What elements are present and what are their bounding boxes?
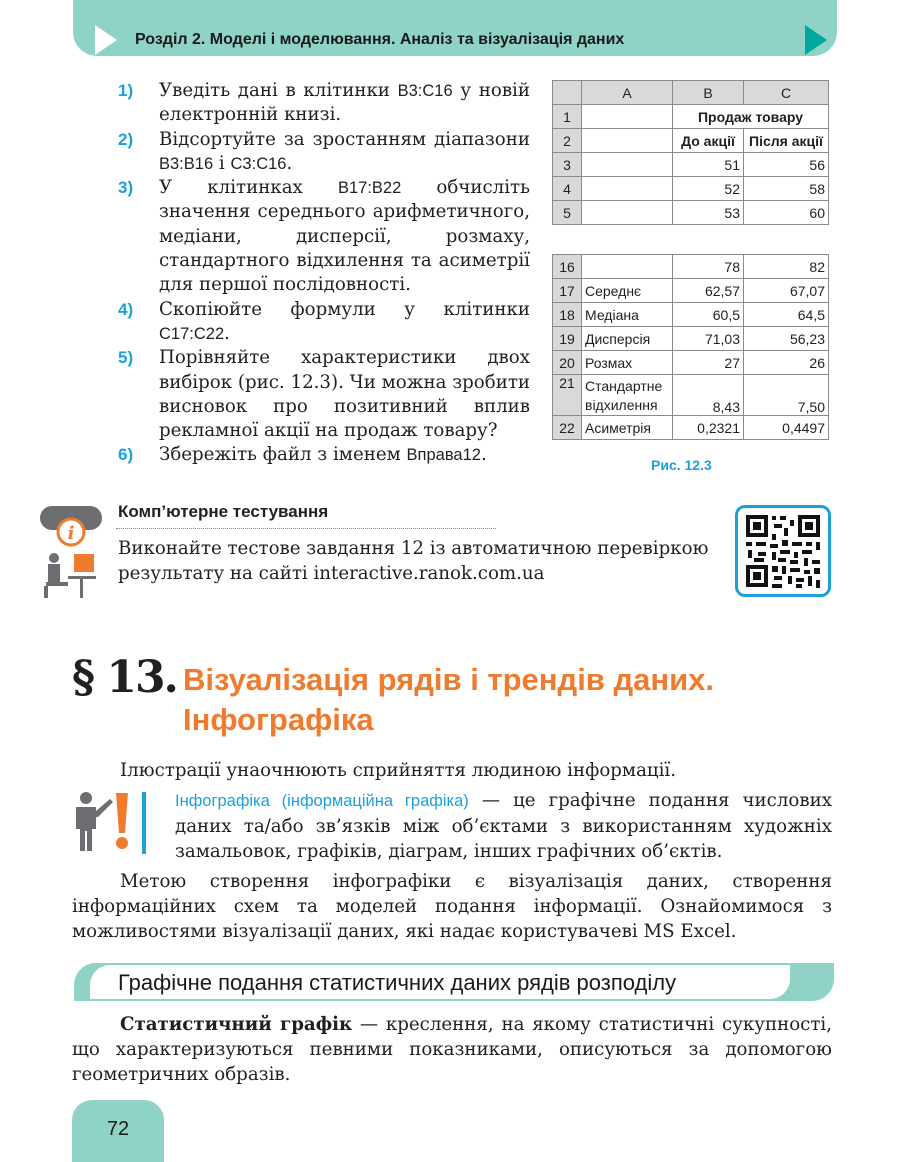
- play-arrow-icon: [95, 25, 117, 55]
- corner-cell: [553, 81, 582, 105]
- step-item: [118, 176, 530, 297]
- row-number: 22: [553, 416, 582, 440]
- row-number: 16: [553, 255, 582, 279]
- cell: 71,03: [673, 327, 744, 351]
- qr-code-graphic: [738, 508, 828, 594]
- cell: 0,4497: [744, 416, 829, 440]
- chapter-title: Розділ 2. Моделі і моделювання. Аналіз та візуалізація даних: [135, 31, 625, 48]
- info-computer-user-icon: [40, 506, 102, 598]
- intro-paragraph: Ілюстрації унаочнюють сприйняття людиною інформації.: [120, 760, 677, 781]
- figure-caption: Рис. 12.3: [651, 457, 712, 473]
- column-header: B: [673, 81, 744, 105]
- cell-line: відхилення: [585, 397, 658, 413]
- step-text: Уведіть дані в клітинки B3:C16 у новій електронній книзі.: [159, 80, 530, 126]
- step-number: 2): [118, 129, 134, 149]
- cell-line: Стандартне: [585, 378, 663, 394]
- cell: [582, 153, 673, 177]
- step-number: 5): [118, 348, 134, 368]
- cell: 58: [744, 177, 829, 201]
- cell: Після акції: [744, 129, 829, 153]
- table-row: [553, 255, 829, 279]
- table-row: [553, 153, 829, 177]
- paragraph: Метою створення інфографіки є візуалізація даних, створення інформаційних схем та моделей подання інформації. Ознайомимося з можливостями візуалізації даних, які надає користувачеві MS Excel.: [72, 871, 832, 942]
- step-text: Відсортуйте за зростанням діапазони B3:B16 і C3:C16.: [159, 128, 530, 174]
- step-item: [118, 298, 530, 347]
- cell: Асиметрія: [582, 416, 673, 440]
- table-row: [553, 351, 829, 375]
- cell: [582, 201, 673, 225]
- term-bold: Статистичний графік: [120, 1014, 353, 1035]
- paragraph-body: — креслення, на якому статистичні сукупності, що характеризуються певними показниками, описуються за допомогою геометричних образів.: [72, 1014, 833, 1085]
- cell: 60,5: [673, 303, 744, 327]
- row-number: 18: [553, 303, 582, 327]
- row-number: 5: [553, 201, 582, 225]
- cell: 56,23: [744, 327, 829, 351]
- cell: Розмах: [582, 351, 673, 375]
- cell: [582, 255, 673, 279]
- subheading-title: Графічне подання статистичних даних рядів розподілу: [118, 970, 677, 995]
- testing-title: Комп’ютерне тестування: [118, 502, 329, 521]
- cell: До акції: [673, 129, 744, 153]
- section-number: § 13.: [72, 652, 177, 703]
- cell: 26: [744, 351, 829, 375]
- row-number: 21: [553, 375, 582, 416]
- spreadsheet-bottom: [552, 254, 829, 440]
- step-number: 6): [118, 445, 134, 465]
- cell: 82: [744, 255, 829, 279]
- table-row: [553, 279, 829, 303]
- step-text: Скопіюйте формули у клітинки C17:C22.: [159, 298, 530, 344]
- row-number: 3: [553, 153, 582, 177]
- section-title: [183, 660, 843, 740]
- step-item: [118, 346, 530, 443]
- cell: 64,5: [744, 303, 829, 327]
- step-item: [118, 79, 530, 128]
- chapter-header: [73, 0, 837, 56]
- qr-code-icon[interactable]: [735, 505, 831, 597]
- svg-text:i: i: [67, 523, 75, 544]
- table-row: [553, 129, 829, 153]
- cell: 27: [673, 351, 744, 375]
- cell: 51: [673, 153, 744, 177]
- cell: [582, 375, 673, 416]
- row-number: 2: [553, 129, 582, 153]
- step-number: 1): [118, 81, 134, 100]
- cell: Медіана: [582, 303, 673, 327]
- table-row: [553, 327, 829, 351]
- table-row: [553, 303, 829, 327]
- attention-person-icon: [72, 789, 162, 853]
- testing-text: Виконайте тестове завдання 12 із автоматичною перевіркою результату на сайті interactive.ranok.com.ua: [118, 538, 709, 584]
- page-number: 72: [106, 1118, 130, 1140]
- section-title-line: Візуалізація рядів і трендів даних.: [183, 662, 715, 697]
- step-number: 3): [118, 178, 134, 198]
- step-text: У клітинках B17:B22 обчисліть значення середнього арифметичного, медіани, дисперсії, розмаху, стандартного відхилення та асиметрії для першої послідовності.: [159, 177, 530, 296]
- definition-text: [175, 788, 832, 864]
- table-row: [553, 177, 829, 201]
- definition-term: Інфографіка (інформаційна графіка): [175, 792, 469, 810]
- cell: 7,50: [744, 375, 829, 416]
- cell: Дисперсія: [582, 327, 673, 351]
- cell: Продаж товару: [673, 105, 829, 129]
- step-text: Порівняйте характеристики двох вибірок (рис. 12.3). Чи можна зробити висновок про позитивний вплив рекламної акції на продаж товару?: [159, 347, 530, 442]
- cell: 78: [673, 255, 744, 279]
- spreadsheet-top: [552, 80, 829, 225]
- cell: 0,2321: [673, 416, 744, 440]
- table-row: [553, 416, 829, 440]
- column-header: A: [582, 81, 673, 105]
- column-header: C: [744, 81, 829, 105]
- table-row: [553, 201, 829, 225]
- cell: 56: [744, 153, 829, 177]
- step-item: [118, 128, 530, 177]
- cell: 8,43: [673, 375, 744, 416]
- cell: 52: [673, 177, 744, 201]
- step-number: 4): [118, 299, 134, 319]
- cell: 62,57: [673, 279, 744, 303]
- cell: 60: [744, 201, 829, 225]
- cell: [582, 105, 673, 129]
- cell: 53: [673, 201, 744, 225]
- step-text: Збережіть файл з іменем Вправа12.: [159, 444, 487, 466]
- row-number: 20: [553, 351, 582, 375]
- divider: [116, 528, 496, 529]
- row-number: 1: [553, 105, 582, 129]
- step-item: [118, 443, 530, 467]
- row-number: 17: [553, 279, 582, 303]
- play-arrow-icon: [805, 25, 827, 55]
- row-number: 4: [553, 177, 582, 201]
- table-row: [553, 105, 829, 129]
- cell: 67,07: [744, 279, 829, 303]
- definition-body: — це графічне подання числових даних та/або зв’язків між об’єктами з використанням художніх замальовок, графіків, діаграм, інших графічних об’єктів.: [175, 790, 832, 862]
- paragraph: [72, 1012, 832, 1087]
- section-title-line: Інфографіка: [183, 702, 374, 737]
- cell: [582, 129, 673, 153]
- cell: Середнє: [582, 279, 673, 303]
- exercise-steps: [118, 79, 530, 468]
- table-row: [553, 375, 829, 416]
- cell: [582, 177, 673, 201]
- definition-bar: [142, 792, 146, 854]
- row-number: 19: [553, 327, 582, 351]
